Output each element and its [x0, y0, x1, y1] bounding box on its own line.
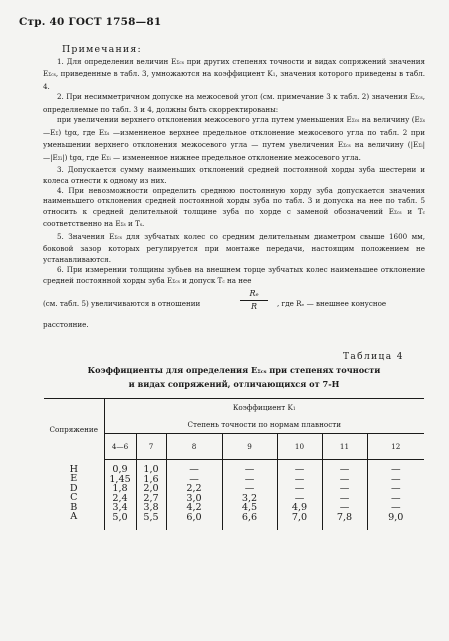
grade-header: 4—6	[104, 434, 136, 460]
grade-header: 7	[136, 434, 166, 460]
notes-body	[43, 57, 425, 331]
grade-column: — — — — — 9,0	[367, 460, 424, 530]
grade-column: — — — 3,2 4,5 6,6	[222, 460, 277, 530]
grade-header: 12	[367, 434, 424, 460]
coefficients-table	[44, 398, 424, 530]
grade-column: — — 2,2 3,0 4,2 6,0	[166, 460, 222, 530]
notes-title: Примечания:	[62, 44, 142, 55]
note-5: 5. Значения EΣcs для зубчатых колес со средним делительным диаметром свыше 1600 мм, боковой зазор которых регулируется при монтаже передачи, настоящим положением не устанавливаются.	[43, 231, 425, 264]
grade-header: 10	[277, 434, 322, 460]
grade-header: 9	[222, 434, 277, 460]
page-header: Стр. 40 ГОСТ 1758—81	[19, 16, 162, 28]
table-label: Таблица 4	[343, 352, 404, 362]
note-2-continued: при увеличении верхнего отклонения межосевого угла путем уменьшения EΣcs на величину (EΣs —EΣ) tgα, где EΣs —изменненое верхнее предельное отклонение межосевого угла по табл. 2 при уменьшении верхнего отклонения межосевого угла — путем увеличения EΣcs на величину (|EΣi|—|EΣi|) tgα, где EΣi — измененное нижнее предельное отклонение межосевого угла.	[43, 115, 425, 162]
note-6-end: расстояние.	[43, 320, 89, 330]
ratio-fraction: Rₑ R	[240, 289, 268, 312]
grade-column: — — — — — 7,8	[322, 460, 367, 530]
note-6-formula: (см. табл. 5) увеличиваются в отношении Rₑ R , где Rₑ — внешнее конусное	[43, 289, 387, 312]
grade-header: 8	[166, 434, 222, 460]
grade-header: 11	[322, 434, 367, 460]
coefficient-header: Коэффициент K1	[104, 399, 424, 417]
grades-header: Степень точности по нормам плавности	[104, 416, 424, 434]
pairing-header: Сопряжение	[44, 399, 104, 460]
grade-column: — — — — 4,9 7,0	[277, 460, 322, 530]
note-1: 1. Для определения величин EΣcs при других степенях точности и видах сопряжений значения EΣcs, приведенные в табл. 3, умножаются на коэффициент K1, значения которого приведены в табл. 4.	[43, 57, 426, 91]
pairing-column: H E D C B A	[69, 463, 78, 523]
note-3: 3. Допускается сумму наименьших отклонений средней постоянной хорды зуба шестерни и колеса отнести к одному из них.	[43, 165, 425, 185]
note-6: 6. При измерении толщины зубьев на внешнем торце зубчатых колес наименьшее отклонение средней постоянной хорды зуба EΣcs и допуск Tc на нее	[43, 265, 425, 285]
note-2: 2. При несимметричном допуске на межосевой угол (см. примечание 3 к табл. 2) значения EΣcs, определяемые по табл. 3 и 4, должны быть скорректированы:	[43, 92, 425, 114]
grade-column: 1,0 1,6 2,0 2,7 3,8 5,5	[136, 460, 166, 530]
note-4: 4. При невозможности определить среднюю постоянную хорду зуба допускается значения наименьшего отклонения средней постоянной хорды зуба по табл. 3 и допуска на нее по табл. 5 относить к средней делительной толщине зуба по хорде с заменой обозначений EΣcs и Tc соответственно на EΣs и Ts.	[43, 185, 426, 229]
table-caption: Коэффициенты для определения EΣcs при степенях точности и видах сопряжений, отличающихся от 7-Н	[87, 365, 381, 389]
grade-column: 0,9 1,45 1,8 2,4 3,4 5,0	[104, 460, 136, 530]
